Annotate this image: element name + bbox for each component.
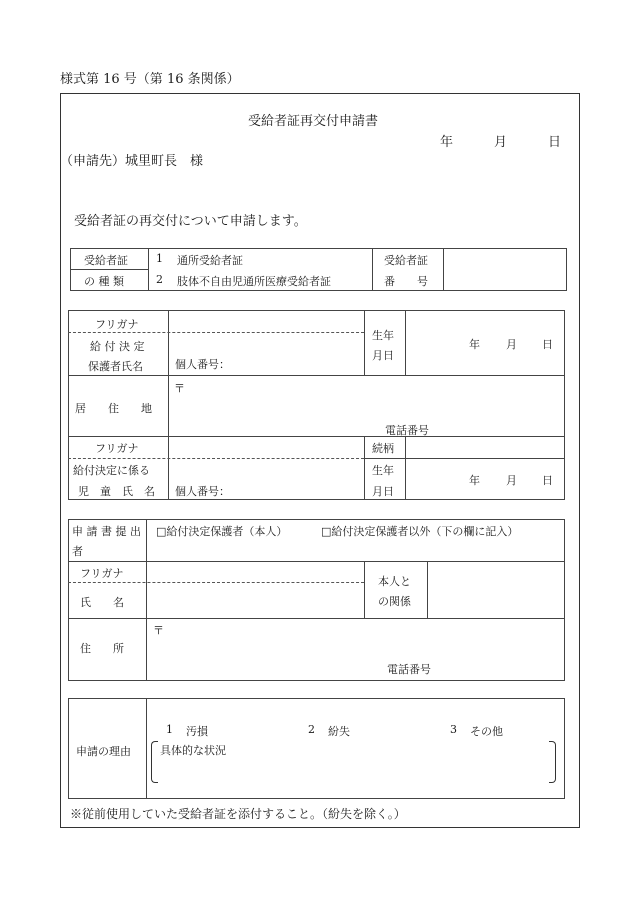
document-title: 受給者証再交付申請書 — [248, 114, 379, 129]
child-name-label-1: 給付決定に係る — [73, 464, 150, 477]
submitter-furigana-label: フリガナ — [80, 567, 124, 580]
submitter-postal-mark[interactable]: 〒 — [153, 624, 164, 637]
submitter-furigana-field[interactable] — [148, 564, 362, 581]
cert-option-2[interactable]: 肢体不自由児通所医療受給者証 — [177, 275, 331, 288]
guardian-birth-label-1: 生年 — [372, 329, 394, 342]
reason-option-other[interactable]: その他 — [470, 725, 503, 738]
reason-option-soiled[interactable]: 汚損 — [186, 725, 208, 738]
guardian-birth-year[interactable]: 年 — [469, 338, 480, 351]
guardian-birth-label-2: 月日 — [372, 349, 394, 362]
child-relation-label: 続柄 — [372, 442, 394, 455]
bracket-left-icon — [151, 741, 158, 783]
submitter-name-field[interactable] — [148, 585, 362, 616]
submitter-relation-label-1: 本人と — [378, 575, 411, 588]
reason-label: 申請の理由 — [76, 745, 131, 758]
submitter-relation-label-2: の関係 — [378, 595, 411, 608]
submitter-option-self[interactable]: □給付決定保護者（本人） — [156, 525, 288, 538]
child-birth-day[interactable]: 日 — [542, 474, 553, 487]
cert-number-label-2: 番 号 — [384, 275, 428, 288]
child-name-label-2: 児 童 氏 名 — [78, 485, 155, 498]
footnote: ※従前使用していた受給者証を添付すること。（紛失を除く。） — [70, 807, 406, 821]
reason-option-lost[interactable]: 紛失 — [328, 725, 350, 738]
submitter-address-label: 住 所 — [80, 642, 124, 655]
cert-type-label-1: 受給者証 — [84, 254, 128, 267]
reason-detail-field[interactable] — [160, 758, 546, 782]
reason-section — [68, 698, 565, 799]
guardian-birth-month[interactable]: 月 — [506, 338, 517, 351]
reason-detail-label: 具体的な状況 — [160, 744, 226, 757]
guardian-name-label-1: 給 付 決 定 — [90, 340, 145, 353]
submitter-phone-label[interactable]: 電話番号 — [387, 663, 431, 676]
addressee: （申請先）城里町長 様 — [60, 154, 204, 169]
date-day-label: 日 — [548, 135, 562, 150]
cert-option-1-num: 1 — [156, 252, 163, 265]
guardian-birth-day[interactable]: 日 — [542, 338, 553, 351]
cert-number-field[interactable] — [446, 251, 564, 288]
child-furigana-label: フリガナ — [95, 442, 139, 455]
guardian-postal-mark[interactable]: 〒 — [174, 382, 185, 395]
guardian-phone-label[interactable]: 電話番号 — [385, 424, 429, 437]
submitter-name-label: 氏 名 — [80, 596, 124, 609]
reason-option-2-num: 2 — [308, 723, 315, 736]
reason-option-1-num: 1 — [166, 723, 173, 736]
child-birth-month[interactable]: 月 — [506, 474, 517, 487]
child-relation-field[interactable] — [407, 439, 562, 457]
cert-option-2-num: 2 — [156, 273, 163, 286]
child-birth-label-1: 生年 — [372, 464, 394, 477]
guardian-personal-number-label[interactable]: 個人番号： — [175, 358, 230, 371]
intro-text: 受給者証の再交付について申請します。 — [74, 214, 307, 229]
cert-option-1[interactable]: 通所受給者証 — [177, 254, 243, 267]
child-birth-year[interactable]: 年 — [469, 474, 480, 487]
date-year-label: 年 — [440, 135, 454, 150]
reason-option-3-num: 3 — [450, 723, 457, 736]
cert-number-label-1: 受給者証 — [384, 254, 428, 267]
submitter-relation-field[interactable] — [430, 564, 562, 616]
cert-type-label-2: の 種 類 — [84, 275, 124, 288]
bracket-right-icon — [549, 741, 556, 783]
submitter-option-other[interactable]: □給付決定保護者以外（下の欄に記入） — [321, 525, 519, 538]
guardian-address-label: 居 住 地 — [75, 402, 152, 415]
date-month-label: 月 — [494, 135, 508, 150]
child-birth-label-2: 月日 — [372, 485, 394, 498]
guardian-furigana-label: フリガナ — [95, 318, 139, 331]
child-personal-number-label[interactable]: 個人番号： — [175, 485, 230, 498]
submitter-label-2: 者 — [72, 545, 83, 558]
guardian-furigana-field[interactable] — [170, 313, 362, 331]
child-furigana-field[interactable] — [170, 439, 362, 457]
form-number-label: 様式第 16 号（第 16 条関係） — [60, 72, 240, 87]
guardian-name-label-2: 保護者氏名 — [88, 360, 143, 373]
submitter-label-1: 申 請 書 提 出 — [72, 525, 141, 538]
